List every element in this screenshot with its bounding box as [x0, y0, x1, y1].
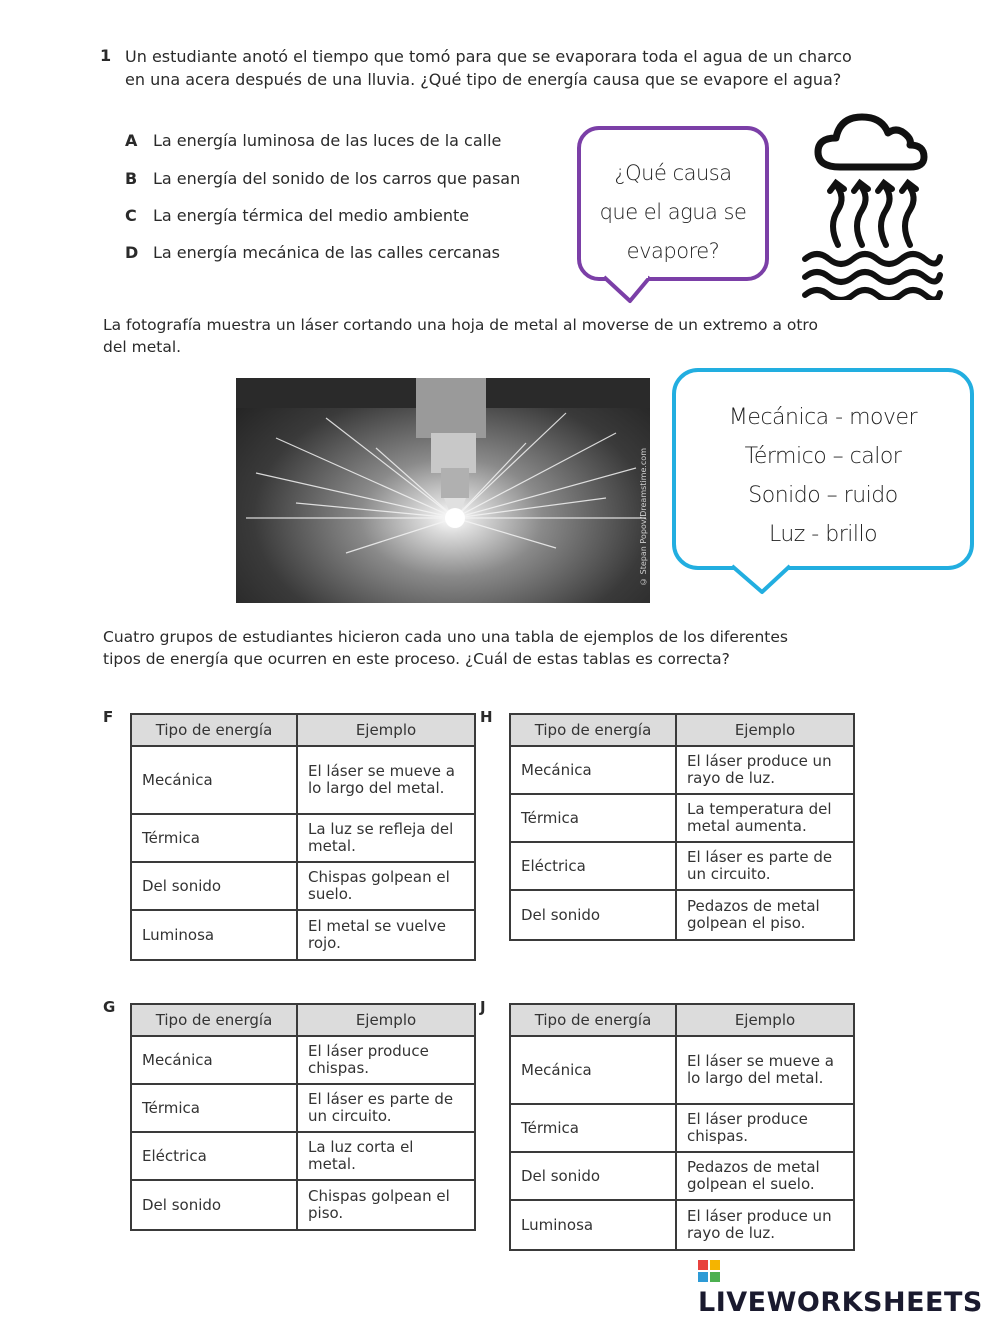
- cell-ejemplo: El láser produce un rayo de luz.: [676, 746, 854, 794]
- option-b[interactable]: [125, 169, 520, 188]
- cell-ejemplo: Chispas golpean el piso.: [297, 1180, 475, 1230]
- cell-ejemplo: El láser se mueve a lo largo del metal.: [297, 746, 475, 814]
- cell-tipo: Luminosa: [131, 910, 297, 960]
- cell-ejemplo: El láser es parte de un circuito.: [297, 1084, 475, 1132]
- table-j-label[interactable]: J: [480, 998, 486, 1016]
- question-1-number: 1: [100, 46, 112, 65]
- table-g: [130, 1003, 476, 1231]
- cell-tipo: Del sonido: [510, 890, 676, 940]
- cell-tipo: Térmica: [510, 1104, 676, 1152]
- liveworksheets-logo-icon: [698, 1260, 720, 1282]
- header-tipo: Tipo de energía: [510, 1004, 676, 1036]
- cell-tipo: Eléctrica: [510, 842, 676, 890]
- header-tipo: Tipo de energía: [510, 714, 676, 746]
- bubble-line: evapore?: [626, 239, 720, 263]
- header-ejemplo: Ejemplo: [297, 714, 475, 746]
- cell-ejemplo: La luz corta el metal.: [297, 1132, 475, 1180]
- header-tipo: Tipo de energía: [131, 1004, 297, 1036]
- option-letter: B: [125, 169, 138, 188]
- hint-bubble-purple: [577, 126, 769, 281]
- option-text: La energía mecánica de las calles cercanas: [153, 243, 500, 262]
- logo-text: LIVEWORKSHEETS: [698, 1287, 983, 1318]
- option-c[interactable]: [125, 206, 469, 225]
- header-ejemplo: Ejemplo: [297, 1004, 475, 1036]
- option-text: La energía térmica del medio ambiente: [153, 206, 470, 225]
- cell-ejemplo: Pedazos de metal golpean el piso.: [676, 890, 854, 940]
- laser-cutting-photo: [236, 378, 650, 603]
- cell-ejemplo: El metal se vuelve rojo.: [297, 910, 475, 960]
- option-text: La energía luminosa de las luces de la calle: [153, 131, 502, 150]
- cell-ejemplo: Chispas golpean el suelo.: [297, 862, 475, 910]
- cell-tipo: Mecánica: [131, 746, 297, 814]
- cell-ejemplo: El láser produce chispas.: [676, 1104, 854, 1152]
- table-j: [509, 1003, 855, 1251]
- photo-intro-text: La fotografía muestra un láser cortando una hoja de metal al moverse de un extremo a otro del metal.: [103, 316, 818, 356]
- option-letter: A: [125, 131, 138, 150]
- question-1-text: Un estudiante anotó el tiempo que tomó para que se evaporara toda el agua de un charco en una acera después de una lluvia. ¿Qué tipo de energía causa que se evapore el agua?: [125, 47, 852, 89]
- cell-tipo: Luminosa: [510, 1200, 676, 1250]
- cell-ejemplo: El láser produce chispas.: [297, 1036, 475, 1084]
- option-a[interactable]: [125, 131, 501, 150]
- cell-tipo: Mecánica: [510, 746, 676, 794]
- cell-ejemplo: La luz se refleja del metal.: [297, 814, 475, 862]
- liveworksheets-logo: [698, 1256, 1000, 1318]
- bubble-line: ¿Qué causa: [614, 161, 732, 185]
- table-f: [130, 713, 476, 961]
- option-letter: C: [125, 206, 137, 225]
- cell-tipo: Térmica: [131, 1084, 297, 1132]
- cell-ejemplo: Pedazos de metal golpean el suelo.: [676, 1152, 854, 1200]
- option-d[interactable]: [125, 243, 500, 262]
- bubble-line: Luz - brillo: [768, 522, 878, 547]
- bubble-line: que el agua se: [599, 200, 747, 224]
- cell-tipo: Del sonido: [131, 862, 297, 910]
- option-text: La energía del sonido de los carros que pasan: [153, 169, 521, 188]
- cell-ejemplo: La temperatura del metal aumenta.: [676, 794, 854, 842]
- photo-credit: © Stepan Popov/Dreamstime.com: [639, 448, 648, 586]
- table-h: [509, 713, 855, 941]
- table-g-label[interactable]: G: [103, 998, 116, 1016]
- laser-illustration: [236, 378, 650, 603]
- cell-tipo: Mecánica: [131, 1036, 297, 1084]
- header-tipo: Tipo de energía: [131, 714, 297, 746]
- table-f-label[interactable]: F: [103, 708, 114, 726]
- cell-ejemplo: El láser es parte de un circuito.: [676, 842, 854, 890]
- bubble-line: Sonido – ruido: [748, 483, 898, 508]
- cell-tipo: Mecánica: [510, 1036, 676, 1104]
- bubble-line: Mecánica - mover: [728, 405, 918, 430]
- evaporation-cloud-icon: [800, 105, 945, 300]
- bubble-tail-purple: [600, 275, 660, 307]
- cell-ejemplo: El láser se mueve a lo largo del metal.: [676, 1036, 854, 1104]
- header-ejemplo: Ejemplo: [676, 714, 854, 746]
- table-h-label[interactable]: H: [480, 708, 493, 726]
- header-ejemplo: Ejemplo: [676, 1004, 854, 1036]
- cell-tipo: Eléctrica: [131, 1132, 297, 1180]
- bubble-line: Térmico – calor: [744, 444, 902, 469]
- question-2-text: Cuatro grupos de estudiantes hicieron cada uno una tabla de ejemplos de los diferentes tipos de energía que ocurren en este proceso. ¿Cuál de estas tablas es correcta?: [103, 628, 788, 668]
- bubble-tail-blue: [728, 564, 798, 598]
- cell-tipo: Del sonido: [131, 1180, 297, 1230]
- hint-bubble-blue: [672, 368, 974, 570]
- cell-tipo: Del sonido: [510, 1152, 676, 1200]
- option-letter: D: [125, 243, 139, 262]
- cell-tipo: Térmica: [131, 814, 297, 862]
- cell-ejemplo: El láser produce un rayo de luz.: [676, 1200, 854, 1250]
- cell-tipo: Térmica: [510, 794, 676, 842]
